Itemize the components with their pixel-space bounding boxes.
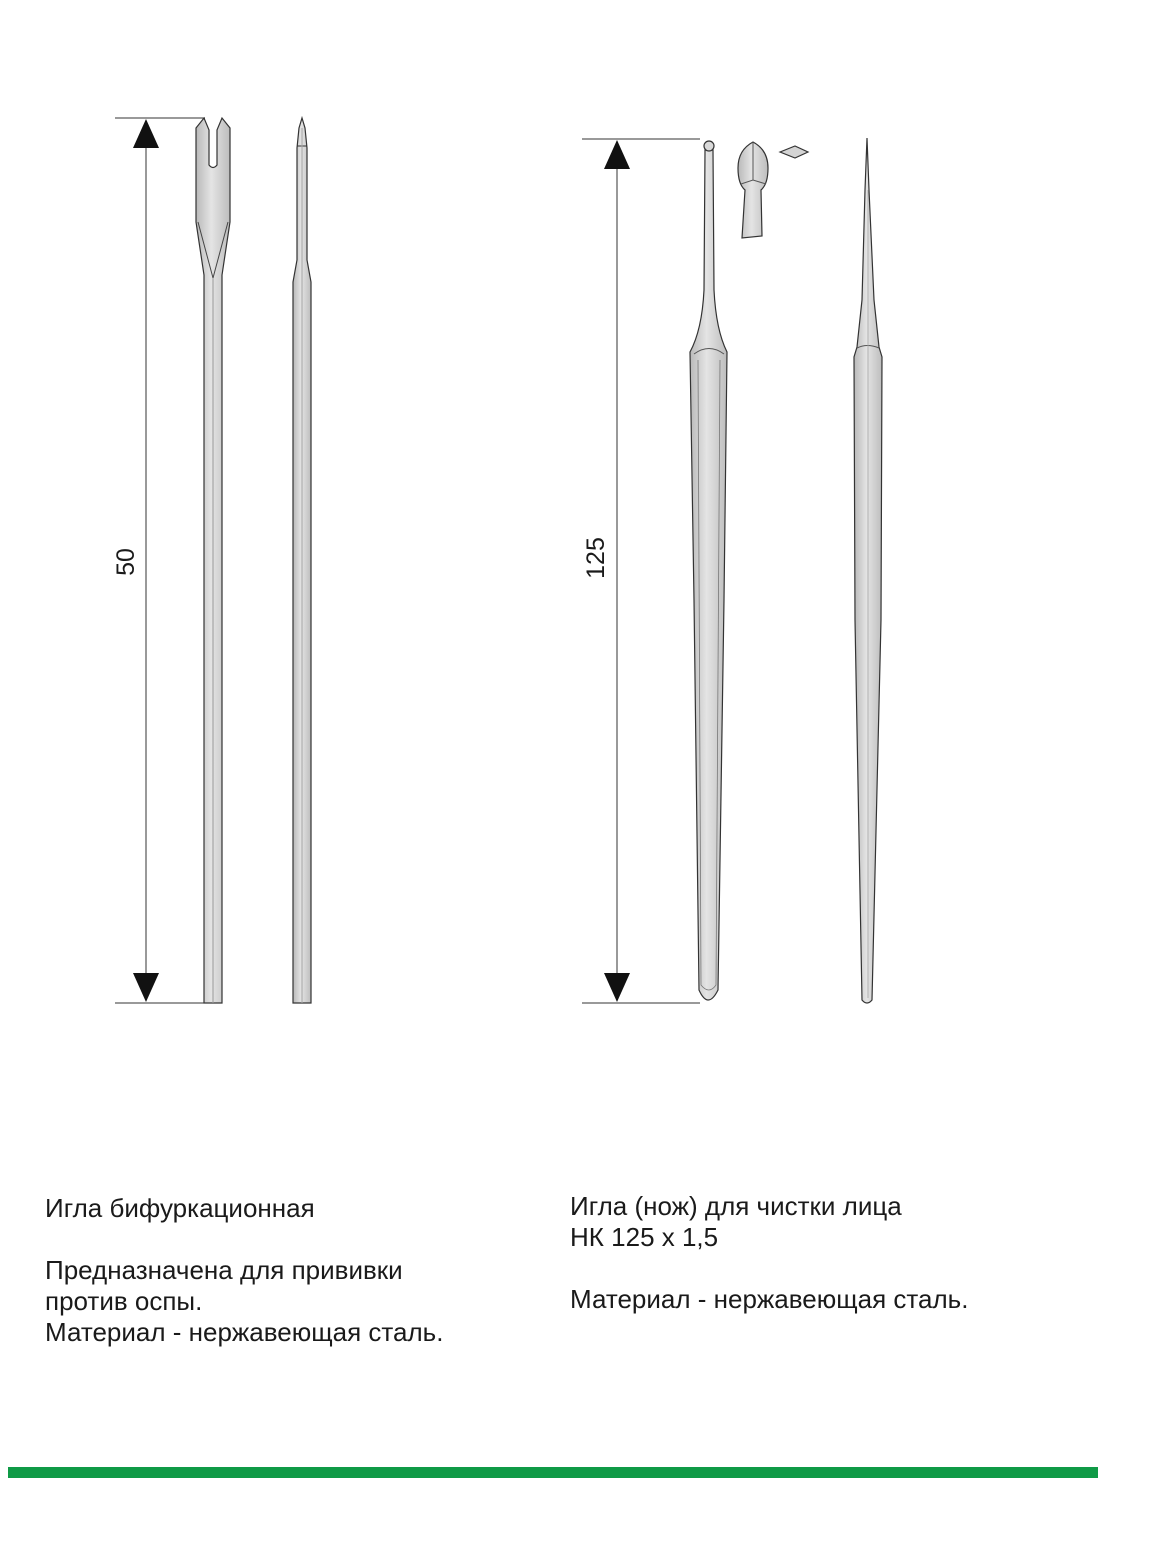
dimension-arrow-bottom: [133, 973, 159, 1002]
caption-purpose-line: против оспы.: [45, 1286, 203, 1316]
dimension-125: [582, 139, 700, 1003]
dimension-50: [112, 118, 205, 1003]
needle-tip-loop: [704, 141, 714, 151]
dimension-arrow-top: [133, 119, 159, 148]
dimension-label-125: 125: [582, 537, 610, 579]
caption-purpose-line: Предназначена для прививки: [45, 1255, 403, 1285]
dimension-arrow-bottom: [604, 973, 630, 1002]
bifurcated-needle-side: [293, 118, 311, 1003]
caption-material: Материал - нержавеющая сталь.: [570, 1284, 969, 1314]
caption-title: Игла бифуркационная: [45, 1193, 315, 1223]
face-needle-front: [690, 141, 727, 1000]
dimension-arrow-top: [604, 140, 630, 169]
caption-title: Игла (нож) для чистки лица: [570, 1191, 902, 1221]
bifurcated-needle-front: [196, 118, 230, 1003]
blade-detail: [738, 142, 768, 238]
footer-accent-bar: [8, 1467, 1098, 1478]
dimension-label-50: 50: [112, 548, 140, 576]
face-needle-side: [854, 138, 882, 1003]
caption-material: Материал - нержавеющая сталь.: [45, 1317, 444, 1347]
caption-model: НК 125 х 1,5: [570, 1222, 719, 1252]
bifurcated-needle-caption: [45, 1193, 545, 1348]
face-needle-caption: [570, 1191, 1070, 1315]
blade-cross-section: [780, 146, 808, 158]
